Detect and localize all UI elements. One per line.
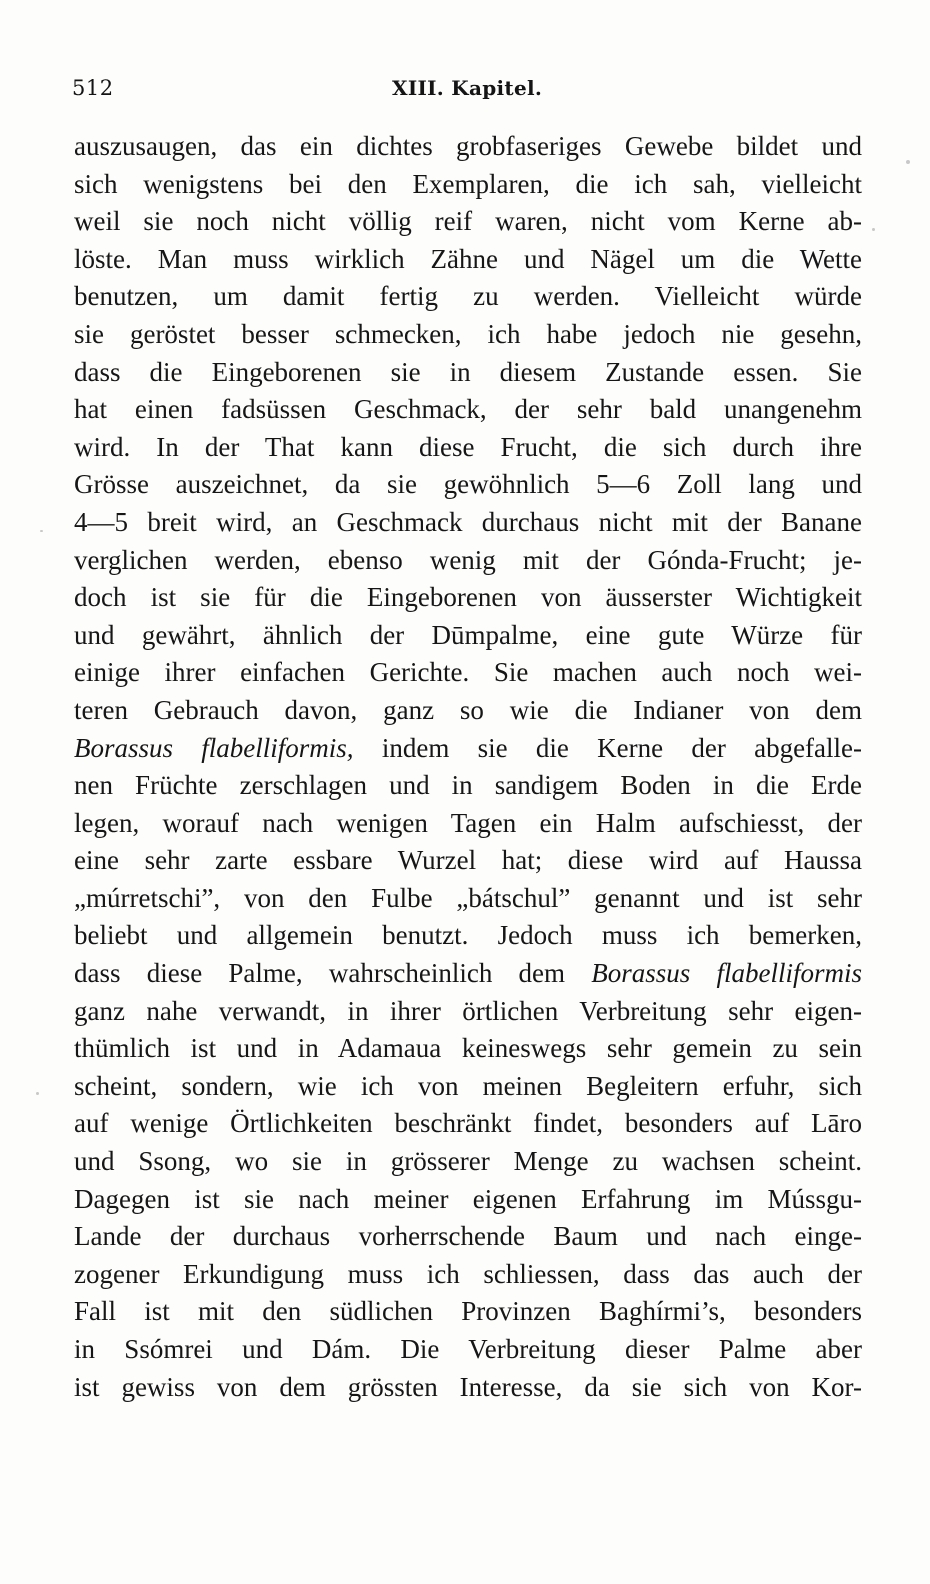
paper-speck [36,1092,39,1095]
text-segment: „múrretschi”, von den Fulbe „bátschul” genannt und ist sehr [74,882,862,913]
text-segment: auf wenige Örtlichkeiten beschränkt findet, besonders auf Lāro [74,1108,862,1139]
text-segment: Fall ist mit den südlichen Provinzen Baghírmi’s, besonders [74,1296,862,1327]
text-line [74,203,862,241]
text-line [74,1369,862,1407]
text-line [74,993,862,1031]
text-segment: und Ssong, wo sie in grösserer Menge zu wachsen scheint. [74,1146,862,1177]
text-segment: Lande der durchaus vorherrschende Baum und nach einge- [74,1221,862,1252]
text-line [74,241,862,279]
text-segment: wird. In der That kann diese Frucht, die sich durch ihre [74,431,862,462]
text-line [74,354,862,392]
text-segment: beliebt und allgemein benutzt. Jedoch muss ich bemerken, [74,920,862,951]
chapter-title: XIII. Kapitel. [392,76,543,100]
text-line [74,128,862,166]
text-segment: einige ihrer einfachen Gerichte. Sie machen auch noch wei- [74,657,862,688]
text-segment: indem sie die Kerne der abgefalle- [353,732,862,763]
text-segment: legen, worauf nach wenigen Tagen ein Halm aufschiesst, der [74,807,862,838]
paper-speck [872,228,875,231]
text-segment: scheint, sondern, wie ich von meinen Begleitern erfuhr, sich [74,1070,862,1101]
text-segment: zogener Erkundigung muss ich schliessen, dass das auch der [74,1258,862,1289]
text-segment: Grösse auszeichnet, da sie gewöhnlich 5—6 Zoll lang und [74,469,862,500]
text-line [74,504,862,542]
text-line [74,316,862,354]
text-line [74,579,862,617]
text-line [74,1143,862,1181]
text-line [74,1181,862,1219]
text-segment: hat einen fadsüssen Geschmack, der sehr bald unangenehm [74,394,862,425]
text-line [74,805,862,843]
paper-speck [40,530,43,532]
text-line [74,692,862,730]
text-segment: eine sehr zarte essbare Wurzel hat; diese wird auf Haussa [74,845,862,876]
paper-speck [906,160,910,164]
text-line [74,1256,862,1294]
text-line [74,278,862,316]
text-line [74,391,862,429]
text-line [74,429,862,467]
text-segment: auszusaugen, das ein dichtes grobfaseriges Gewebe bildet und [74,131,862,161]
text-segment: teren Gebrauch davon, ganz so wie die Indianer von dem [74,694,862,725]
text-line [74,654,862,692]
text-line [74,842,862,880]
text-line [74,1218,862,1256]
text-line [74,466,862,504]
text-segment: sie geröstet besser schmecken, ich habe jedoch nie gesehn, [74,318,862,349]
text-segment: dass diese Palme, wahrscheinlich dem [74,958,592,989]
running-head [72,70,862,106]
text-line [74,1331,862,1369]
text-segment: nen Früchte zerschlagen und in sandigem Boden in die Erde [74,770,862,801]
text-segment: löste. Man muss wirklich Zähne und Nägel um die Wette [74,243,862,274]
text-line [74,767,862,805]
text-segment: verglichen werden, ebenso wenig mit der Gónda-Frucht; je- [74,544,862,575]
text-segment: weil sie noch nicht völlig reif waren, nicht vom Kerne ab- [74,206,862,237]
text-segment: 4—5 breit wird, an Geschmack durchaus nicht mit der Banane [74,506,862,537]
text-segment: doch ist sie für die Eingeborenen von äusserster Wichtigkeit [74,582,862,613]
text-segment: in Ssómrei und Dám. Die Verbreitung dieser Palme aber [74,1334,862,1364]
text-line [74,166,862,204]
text-line [74,880,862,918]
text-segment: ist gewiss von dem grössten Interesse, da sie sich von Kor- [74,1371,862,1402]
text-line [74,542,862,580]
italic-text: Borassus flabelliformis [591,958,862,989]
text-segment: und gewährt, ähnlich der Dūmpalme, eine gute Würze für [74,619,862,650]
text-line [74,1293,862,1331]
text-line [74,1105,862,1143]
page-number: 512 [72,76,114,100]
text-segment: thümlich ist und in Adamaua keineswegs sehr gemein zu sein [74,1033,862,1064]
text-line [74,617,862,655]
text-line [74,1068,862,1106]
text-segment: Dagegen ist sie nach meiner eigenen Erfahrung im Mússgu- [74,1183,862,1214]
text-segment: benutzen, um damit fertig zu werden. Vielleicht würde [74,281,862,312]
text-line [74,730,862,768]
text-line [74,1030,862,1068]
text-segment: ganz nahe verwandt, in ihrer örtlichen Verbreitung sehr eigen- [74,995,862,1026]
text-segment: sich wenigstens bei den Exemplaren, die ich sah, vielleicht [74,168,862,199]
text-line [74,917,862,955]
body-text [74,128,862,1406]
text-line [74,955,862,993]
italic-text: Borassus flabelliformis, [74,732,354,763]
text-segment: dass die Eingeborenen sie in diesem Zustande essen. Sie [74,356,862,387]
